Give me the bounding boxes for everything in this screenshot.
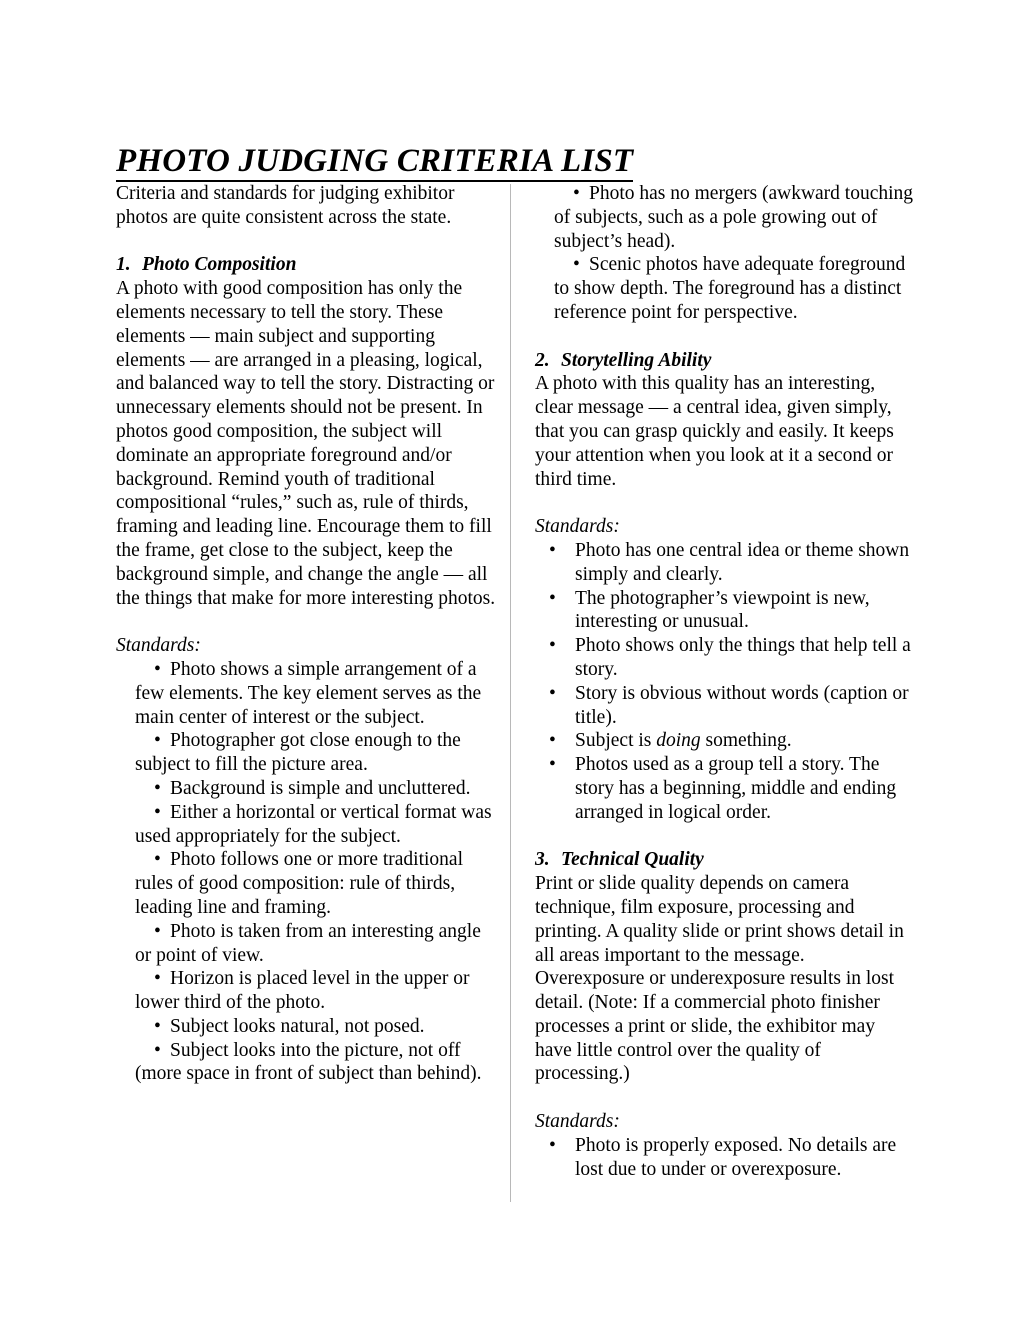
list-item-text: Photo has one central idea or theme shown simply and clearly. [575, 539, 910, 585]
list-item-text: Photos used as a group tell a story. The story has a beginning, middle and ending arranged in logical order. [575, 754, 897, 823]
list-item [535, 587, 916, 635]
bullet-icon: • [154, 1039, 161, 1061]
bullet-icon: • [573, 183, 580, 204]
list-item [535, 753, 916, 824]
bullet-icon: • [154, 801, 161, 823]
list-item [116, 1039, 497, 1087]
bullet-icon: • [549, 635, 556, 657]
section-number-2: 2. [535, 349, 550, 371]
standards-label-2: Standards: [535, 516, 620, 538]
standards-list-1-continued [535, 182, 916, 325]
section-heading-1 [116, 253, 497, 277]
list-item-text: The photographer’s viewpoint is new, interesting or unusual. [575, 587, 870, 633]
spacer [116, 230, 497, 254]
list-item-text: Photo is properly exposed. No details are lost due to under or overexposure. [575, 1134, 897, 1180]
list-item-text: Either a horizontal or vertical format was used appropriately for the subject. [135, 801, 492, 847]
list-item-text: Horizon is placed level in the upper or lower third of the photo. [135, 968, 470, 1014]
list-item-text: Photographer got close enough to the subject to fill the picture area. [135, 730, 461, 776]
list-item [116, 658, 497, 729]
list-item [116, 729, 497, 777]
list-item-text: Subject looks into the picture, not off (more space in front of subject than behind). [135, 1039, 482, 1085]
column-divider [510, 184, 511, 1202]
section-heading-2 [535, 349, 916, 373]
list-item [535, 539, 916, 587]
list-item [535, 253, 916, 324]
section-number-3: 3. [535, 849, 550, 871]
list-item [116, 777, 497, 801]
section-title-1: Photo Composition [142, 254, 297, 276]
section-2-body: A photo with this quality has an interesting, clear message — a central idea, given simply, that you can grasp quickly and easily. It keeps your attention when you look at it a second or third time. [535, 373, 894, 490]
bullet-icon: • [549, 1134, 556, 1156]
section-3-body: Print or slide quality depends on camera technique, film exposure, processing and printing. A quality slide or print shows detail in all areas important to the message. Overexposure or underexposure results in lost detail. (Note: If a commercial photo finisher processes a print or slide, the exhibitor may have little control over the quality of processing.) [535, 873, 904, 1085]
page-title [116, 142, 633, 180]
bullet-icon: • [154, 730, 161, 752]
intro-paragraph: Criteria and standards for judging exhibitor photos are quite consistent across the state. [116, 183, 455, 228]
section-title-2: Storytelling Ability [561, 349, 712, 371]
standards-list-1 [116, 658, 497, 1086]
list-item-text: Photo shows a simple arrangement of a few elements. The key element serves as the main center of interest or the subject. [135, 658, 482, 728]
spacer [116, 610, 497, 634]
spacer [535, 491, 916, 515]
spacer [535, 825, 916, 849]
bullet-icon: • [154, 658, 161, 680]
list-item [535, 182, 916, 253]
standards-label-3: Standards: [535, 1111, 620, 1133]
bullet-icon: • [549, 754, 556, 776]
list-item-text: Scenic photos have adequate foreground to show depth. The foreground has a distinct reference point for perspective. [554, 254, 906, 323]
bullet-icon: • [154, 777, 161, 799]
list-item-text: Photo has no mergers (awkward touching of subjects, such as a pole growing out of subject’s head). [554, 183, 914, 252]
list-item [116, 848, 497, 919]
spacer [535, 325, 916, 349]
bullet-icon: • [549, 587, 556, 609]
section-heading-3 [535, 848, 916, 872]
section-number-1: 1. [116, 254, 131, 276]
list-item-text: Story is obvious without words (caption or title). [575, 682, 909, 728]
list-item-text-before: Subject is [575, 730, 657, 752]
bullet-icon: • [154, 849, 161, 871]
bullet-icon: • [154, 968, 161, 990]
list-item [116, 801, 497, 849]
list-item-text-after: something. [700, 730, 792, 752]
list-item-text: Photo follows one or more traditional rules of good composition: rule of thirds, leading line and framing. [135, 849, 463, 918]
bullet-icon: • [154, 920, 161, 942]
list-item [535, 729, 916, 753]
left-column [116, 182, 497, 1086]
list-item [535, 682, 916, 730]
bullet-icon: • [549, 730, 556, 752]
list-item [116, 920, 497, 968]
list-item [116, 1015, 497, 1039]
list-item [116, 967, 497, 1015]
section-1-body: A photo with good composition has only the elements necessary to tell the story. These elements — main subject and supporting elements — are arranged in a pleasing, logical, and balanced way to tell the story. Distracting or unnecessary elements should not be present. In photos good composition, the subject will dominate an appropriate foreground and/or background. Remind youth of traditional compositional “rules,” such as, rule of thirds, framing and leading line. Encourage them to fill the frame, get close to the subject, keep the background simple, and change the angle — all the things that make for more interesting photos. [116, 278, 496, 609]
bullet-icon: • [154, 1015, 161, 1037]
bullet-icon: • [549, 539, 556, 561]
list-item-text: Photo is taken from an interesting angle or point of view. [135, 920, 481, 966]
list-item-text: Photo shows only the things that help tell a story. [575, 635, 911, 680]
list-item-text-emphasis: doing [656, 730, 701, 752]
page-title-text: PHOTO JUDGING CRITERIA LIST [116, 143, 633, 182]
bullet-icon: • [573, 254, 580, 276]
right-column [535, 182, 916, 1181]
section-title-3: Technical Quality [561, 849, 704, 871]
standards-list-3 [535, 1134, 916, 1182]
standards-list-2 [535, 539, 916, 825]
spacer [535, 1086, 916, 1110]
list-item [535, 1134, 916, 1182]
list-item [535, 634, 916, 682]
bullet-icon: • [549, 682, 556, 704]
list-item-text: Subject looks natural, not posed. [170, 1015, 425, 1037]
standards-label-1: Standards: [116, 635, 201, 657]
list-item-text: Background is simple and uncluttered. [170, 777, 471, 799]
